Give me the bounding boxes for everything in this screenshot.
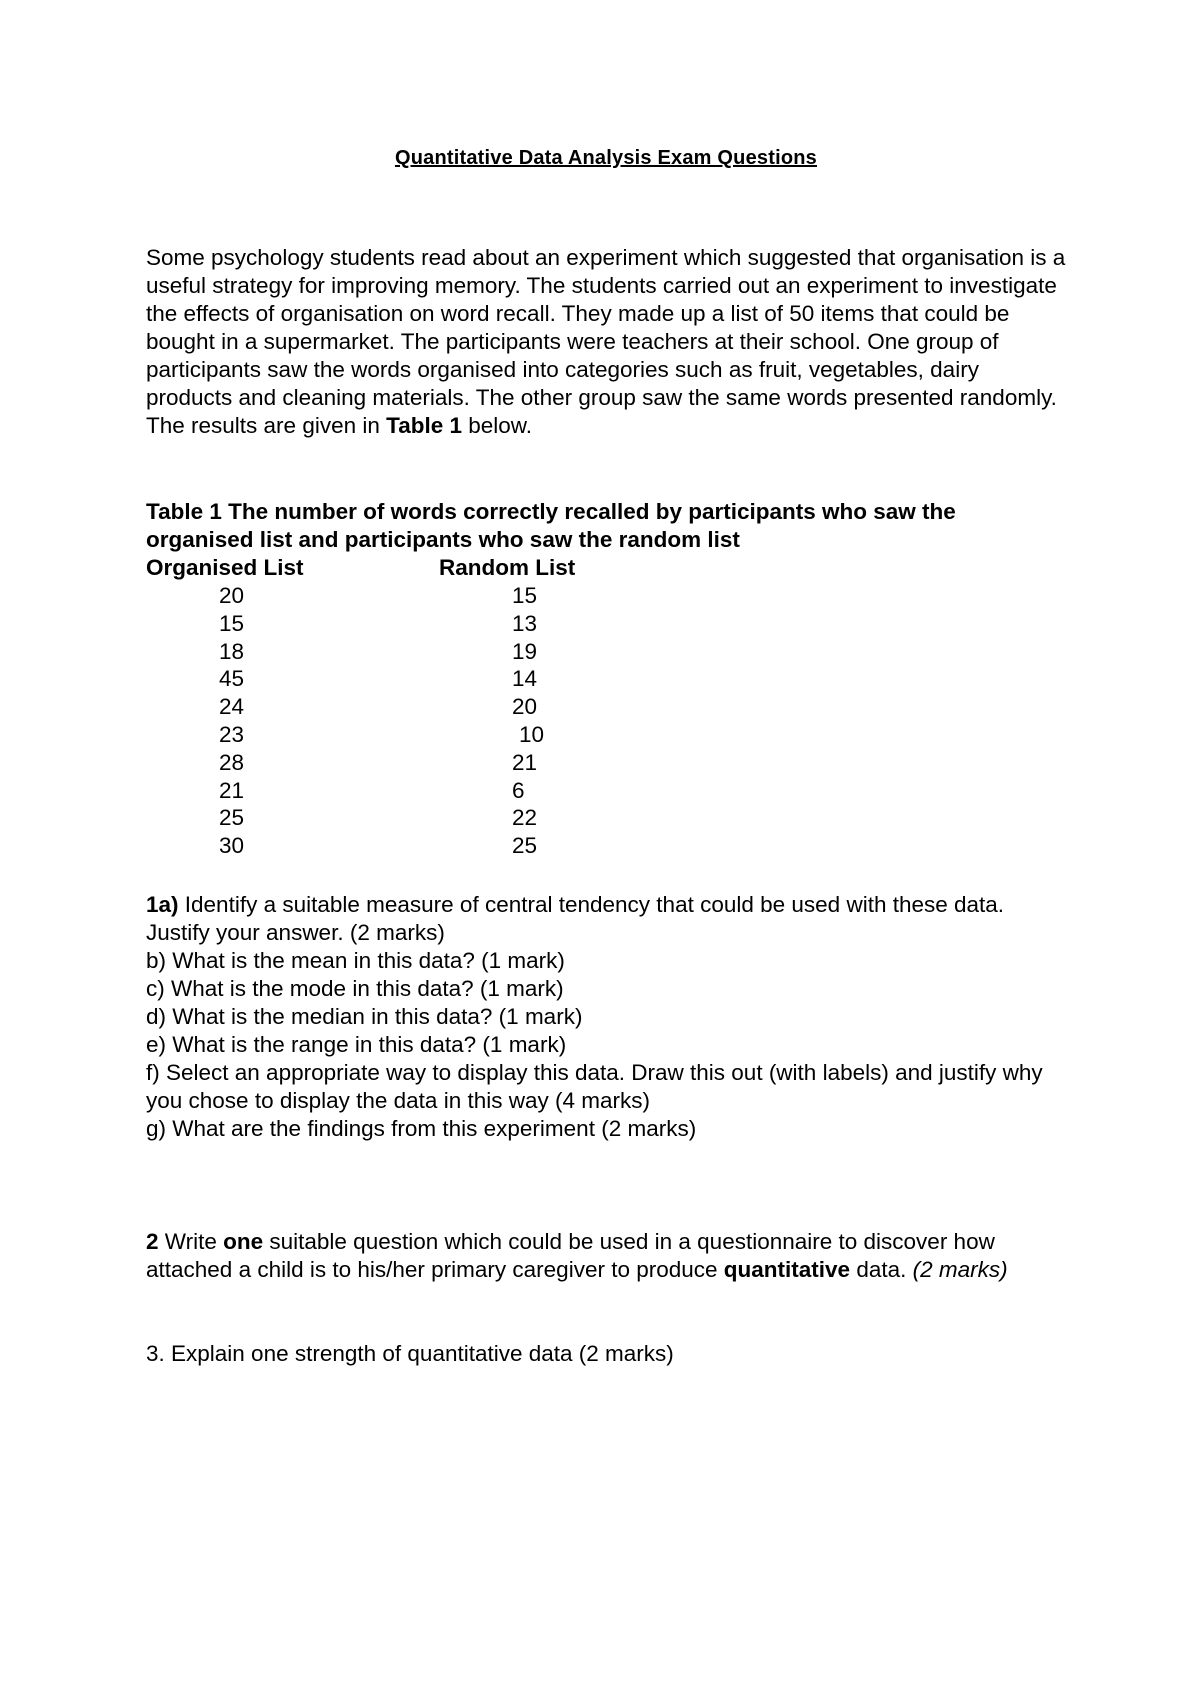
question-2-marks: (2 marks) <box>912 1257 1008 1282</box>
document-page <box>146 0 1066 1698</box>
question-3: 3. Explain one strength of quantitative data (2 marks) <box>146 1341 674 1366</box>
cell-organised: 25 <box>219 805 245 831</box>
question-1g: g) What are the findings from this experiment (2 marks) <box>146 1116 697 1141</box>
results-suffix: below. <box>462 413 533 438</box>
cell-organised: 15 <box>219 610 245 636</box>
question-2-emphasis-quantitative: quantitative <box>723 1257 851 1282</box>
table-reference: Table 1 <box>386 413 462 438</box>
table-row <box>146 693 746 721</box>
intro-paragraph: Some psychology students read about an experiment which suggested that organisation is a useful strategy for improving memory. The students carried out an experiment to investigate the effects of organisation on word recall. They made up a list of 50 items that could be bought in a supermarket. The participants were teachers at their school. One group of participants saw the words organised into categories such as fruit, vegetables, dairy products and cleaning materials. The other group saw the same words presented randomly. <box>146 245 1066 410</box>
question-1a <box>146 891 1066 919</box>
results-table <box>146 554 746 860</box>
table-row <box>146 832 746 860</box>
cell-random: 6 <box>512 777 525 803</box>
question-1-section <box>146 891 1066 1143</box>
table-row <box>146 721 746 749</box>
table-row <box>146 777 746 805</box>
question-1d: d) What is the median in this data? (1 mark) <box>146 1004 583 1029</box>
cell-random: 20 <box>512 694 538 720</box>
results-prefix: The results are given in <box>146 413 387 438</box>
cell-random: 19 <box>512 638 538 664</box>
header-organised-list: Organised List <box>146 555 304 580</box>
cell-random: 22 <box>512 805 538 831</box>
cell-random: 10 <box>519 721 545 747</box>
cell-random: 21 <box>512 749 538 775</box>
question-1a-text: Identify a suitable measure of central tendency that could be used with these data. <box>178 892 1005 917</box>
table-row <box>146 665 746 693</box>
table-caption: Table 1 The number of words correctly recalled by participants who saw the organised list and participants who saw the random list <box>146 499 956 552</box>
question-1e: e) What is the range in this data? (1 mark) <box>146 1032 567 1057</box>
header-random-list: Random List <box>439 555 576 580</box>
cell-organised: 18 <box>219 638 245 664</box>
cell-organised: 21 <box>219 777 245 803</box>
table-row <box>146 749 746 777</box>
question-2-text-3: data. <box>850 1257 913 1282</box>
question-1a-justify: Justify your answer. (2 marks) <box>146 920 445 945</box>
question-2-emphasis-one: one <box>223 1229 264 1254</box>
cell-random: 25 <box>512 833 538 859</box>
cell-organised: 45 <box>219 666 245 692</box>
intro-section <box>146 244 1066 440</box>
question-1b: b) What is the mean in this data? (1 mark) <box>146 948 565 973</box>
results-line <box>146 412 1066 440</box>
table-row <box>146 638 746 666</box>
cell-organised: 23 <box>219 721 245 747</box>
cell-random: 14 <box>512 666 538 692</box>
table-header <box>146 554 746 582</box>
cell-organised: 28 <box>219 749 245 775</box>
table-row <box>146 610 746 638</box>
question-2 <box>146 1228 1066 1284</box>
cell-organised: 24 <box>219 694 245 720</box>
question-1a-label: 1a) <box>146 892 179 917</box>
cell-random: 15 <box>512 583 538 608</box>
question-2-text-2: suitable question which could be used in a questionnaire to discover how attached a child is to his/her primary caregiver to produce <box>146 1229 995 1282</box>
question-1c: c) What is the mode in this data? (1 mark) <box>146 976 564 1001</box>
question-2-label: 2 <box>146 1229 159 1254</box>
cell-organised: 30 <box>219 833 245 859</box>
cell-random: 13 <box>512 610 538 636</box>
question-1f: f) Select an appropriate way to display this data. Draw this out (with labels) and justify why you chose to display the data in this way (4 marks) <box>146 1060 1043 1113</box>
question-2-text-1: Write <box>158 1229 224 1254</box>
document-title: Quantitative Data Analysis Exam Questions <box>394 147 818 169</box>
cell-organised: 20 <box>219 583 245 608</box>
table-row <box>146 804 746 832</box>
table-row <box>146 582 746 610</box>
